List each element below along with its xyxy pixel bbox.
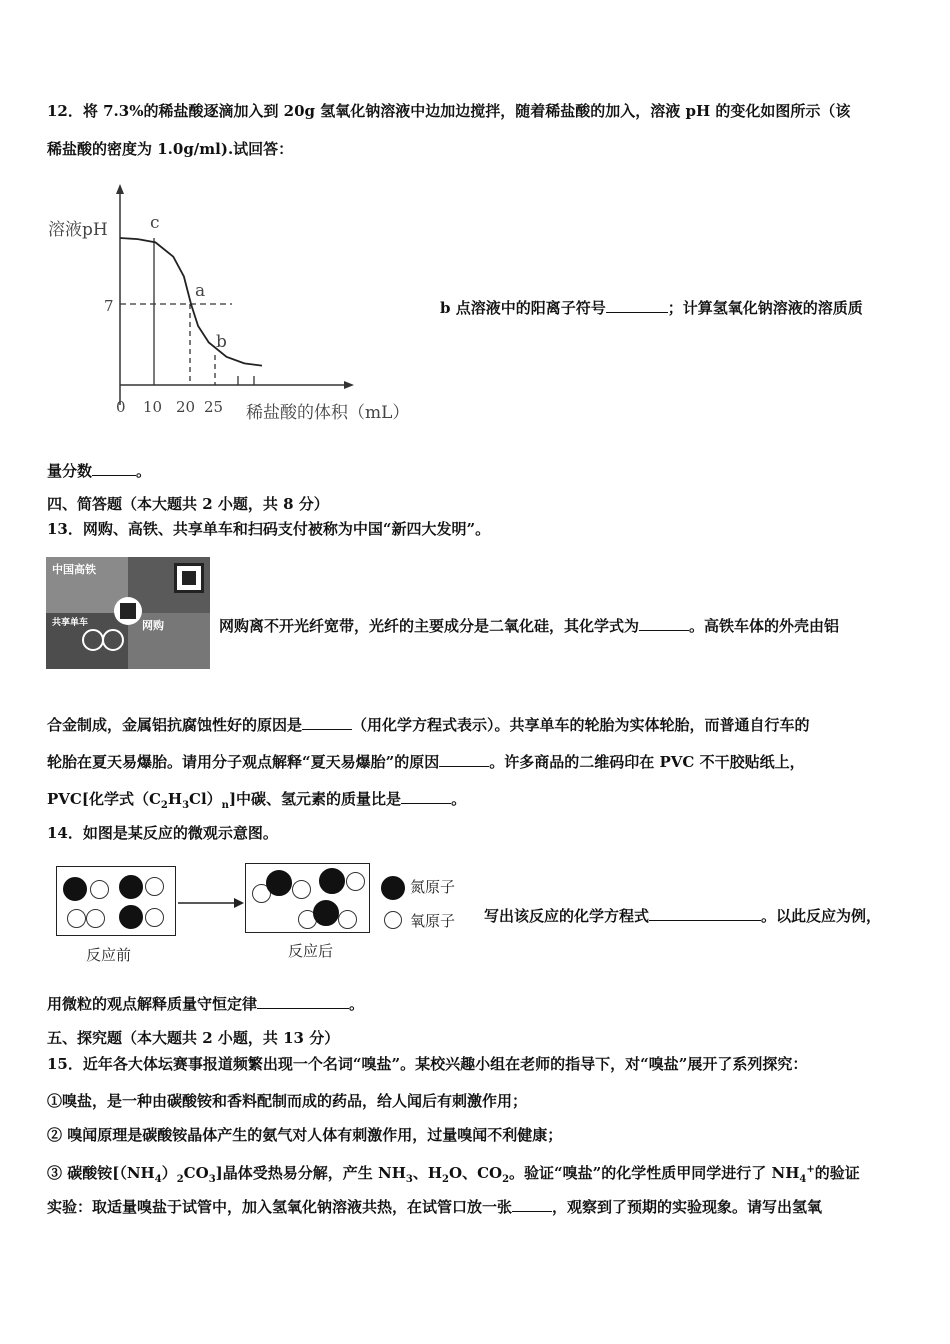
q12-side-text: b 点溶液中的阳离子符号 ；计算氢氧化钠溶液的溶质质 xyxy=(440,299,863,317)
q13-intro: 13．网购、高铁、共享单车和扫码支付被称为中国“新四大发明”。 xyxy=(47,520,491,538)
q15-line1: 15．近年各大体坛赛事报道频繁出现一个名词“嗅盐”。某校兴趣小组在老师的指导下，对“嗅盐”展开了系列探究： xyxy=(47,1055,808,1073)
nitrogen-atom xyxy=(319,868,345,894)
y-axis-arrow xyxy=(116,184,124,194)
q13-line2: 合金制成，金属铝抗腐蚀性好的原因是 （用化学方程式表示）。共享单车的轮胎为实体轮胎，而普通自行车的 xyxy=(47,716,810,734)
legend-nitrogen-icon xyxy=(381,876,405,900)
answer-blank[interactable] xyxy=(439,752,489,767)
x-axis-arrow xyxy=(344,381,354,389)
q12-line3: 量分数 。 xyxy=(47,462,152,480)
point-label-c: c xyxy=(150,213,160,233)
point-label-a: a xyxy=(195,281,206,301)
q13-line4: PVC[化学式$(C_2H_3Cl)_n$]中碳、氢元素的质量比是 。 xyxy=(47,790,467,811)
legend-oxygen-label: 氧原子 xyxy=(410,912,456,930)
q15-line2: ①嗅盐，是一种由碳酸铵和香料配制而成的药品，给人闻后有刺激作用； xyxy=(47,1092,528,1110)
answer-blank[interactable] xyxy=(401,789,451,804)
oxygen-atom xyxy=(86,909,105,928)
section4-title: 四、简答题（本大题共 2 小题，共 8 分） xyxy=(47,495,329,513)
answer-blank[interactable] xyxy=(302,715,352,730)
oxygen-atom xyxy=(145,908,164,927)
y-axis-label: 溶液pH xyxy=(48,220,108,240)
before-box xyxy=(56,866,176,936)
q15-line5: 实验：取适量嗅盐于试管中，加入氢氧化钠溶液共热，在试管口放一张 ，观察到了预期的实验现象。请写出氢氧 xyxy=(47,1198,823,1216)
nitrogen-atom xyxy=(266,870,292,896)
oxygen-atom xyxy=(338,910,357,929)
x-tick-10: 10 xyxy=(143,398,163,416)
oxygen-atom xyxy=(67,909,86,928)
x-tick-20: 20 xyxy=(176,398,196,416)
nitrogen-atom xyxy=(119,905,143,929)
y-tick-7: 7 xyxy=(104,297,114,315)
x-tick-0: 0 xyxy=(116,398,126,416)
answer-blank[interactable] xyxy=(92,461,136,476)
ph-curve xyxy=(120,238,262,366)
answer-blank[interactable] xyxy=(649,906,761,921)
q15-line4: ③ 碳酸铵$[(NH_4)_2CO_3]$晶体受热易分解，产生 $NH_3$、$H_2O$、$CO_2$。验证“嗅盐”的化学性质甲同学进行了 $NH_4^+$的验证 xyxy=(47,1164,860,1185)
q14-side-text: 写出该反应的化学方程式 。以此反应为例， xyxy=(484,907,882,925)
answer-blank[interactable] xyxy=(512,1197,552,1212)
photo-label-shop: 网购 xyxy=(142,619,164,632)
x-tick-25: 25 xyxy=(204,398,224,416)
nitrogen-atom xyxy=(313,900,339,926)
after-label: 反应后 xyxy=(288,942,334,960)
x-axis-label: 稀盐酸的体积（mL） xyxy=(246,403,410,423)
oxygen-atom xyxy=(145,877,164,896)
nitrogen-atom xyxy=(119,875,143,899)
q14-line2: 用微粒的观点解释质量守恒定律 。 xyxy=(47,995,365,1013)
q13-line3: 轮胎在夏天易爆胎。请用分子观点解释“夏天易爆胎”的原因 。许多商品的二维码印在 PVC 不干胶贴纸上， xyxy=(47,753,805,771)
answer-blank[interactable] xyxy=(639,616,689,631)
photo-label-bike: 共享单车 xyxy=(52,618,89,628)
four-inventions-photo xyxy=(46,557,210,669)
ph-chart xyxy=(40,180,440,430)
q12-line2: 稀盐酸的密度为 1.0g/ml).试回答： xyxy=(47,140,294,158)
section5-title: 五、探究题（本大题共 2 小题，共 13 分） xyxy=(47,1029,340,1047)
q15-line3: ② 嗅闻原理是碳酸铵晶体产生的氨气对人体有刺激作用，过量嗅闻不利健康； xyxy=(47,1126,563,1144)
q13-side-text: 网购离不开光纤宽带，光纤的主要成分是二氧化硅，其化学式为 。高铁车体的外壳由铝 xyxy=(219,617,840,635)
oxygen-atom xyxy=(292,880,311,899)
oxygen-atom xyxy=(346,872,365,891)
reaction-arrow xyxy=(176,896,246,910)
answer-blank[interactable] xyxy=(257,994,349,1009)
answer-blank[interactable] xyxy=(606,298,668,313)
before-label: 反应前 xyxy=(86,946,132,964)
oxygen-atom xyxy=(90,880,109,899)
after-box xyxy=(245,863,370,933)
q12-line1: 12．将 7.3%的稀盐酸逐滴加入到 20g 氢氧化钠溶液中边加边搅拌，随着稀盐酸的加入，溶液 pH 的变化如图所示（该 xyxy=(47,102,851,120)
point-label-b: b xyxy=(216,332,227,352)
photo-label-rail: 中国高铁 xyxy=(52,563,96,576)
legend-oxygen-icon xyxy=(384,911,402,929)
q14-intro: 14．如图是某反应的微观示意图。 xyxy=(47,824,278,842)
nitrogen-atom xyxy=(63,877,87,901)
legend-nitrogen-label: 氮原子 xyxy=(410,878,456,896)
